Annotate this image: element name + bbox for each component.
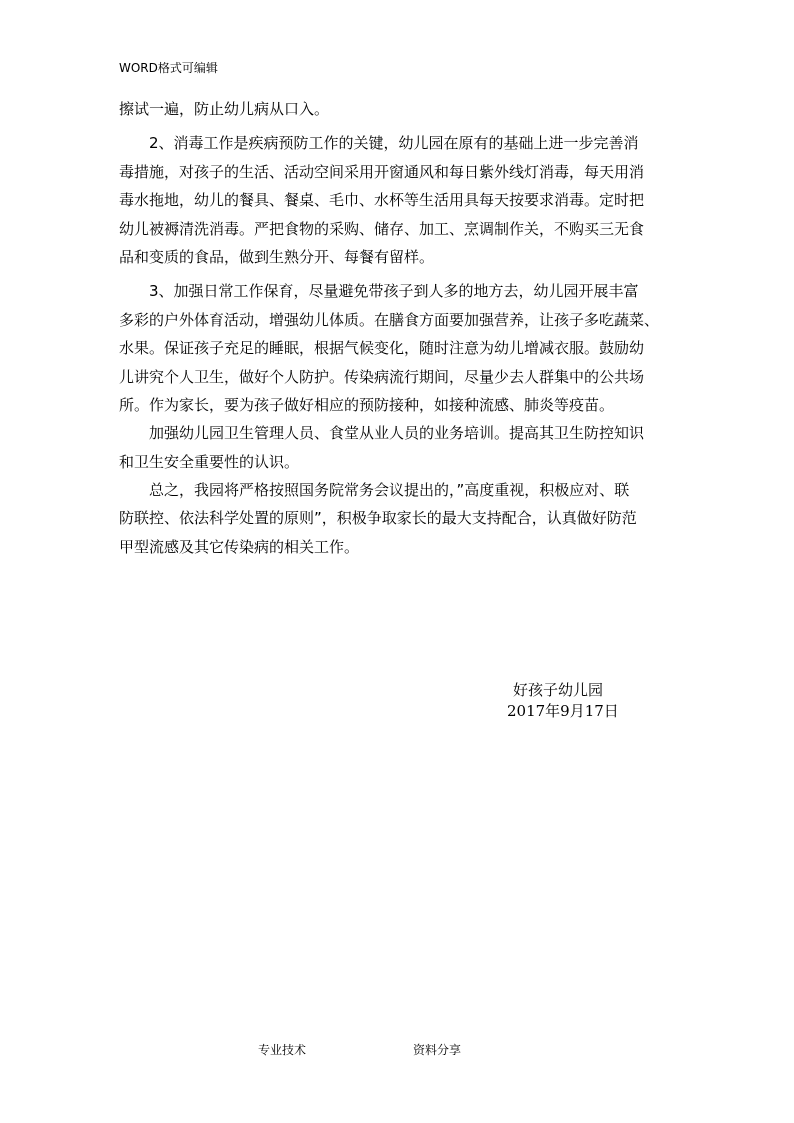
body-line: 毒措施，对孩子的生活、活动空间采用开窗通风和每日紫外线灯消毒，每天用消 [119, 162, 645, 181]
body-line: 加强幼儿园卫生管理人员、食堂从业人员的业务培训。提高其卫生防控知识 [119, 424, 645, 443]
body-line: 擦试一遍，防止幼儿病从口入。 [119, 100, 330, 118]
footer-left: 专业技术 [258, 1043, 307, 1057]
body-line: 3、加强日常工作保育，尽量避免带孩子到人多的地方去，幼儿园开展丰富 [119, 282, 639, 301]
body-line: 幼儿被褥清洗消毒。严把食物的采购、储存、加工、烹调制作关，不购买三无食 [119, 219, 645, 238]
footer-right: 资料分享 [413, 1043, 462, 1057]
body-line: 甲型流感及其它传染病的相关工作。 [119, 537, 360, 556]
body-line: 品和变质的食品，做到生熟分开、每餐有留样。 [119, 247, 435, 266]
body-line: 多彩的户外体育活动，增强幼儿体质。在膳食方面要加强营养，让孩子多吃蔬菜、 [119, 310, 660, 329]
body-line: 毒水拖地，幼儿的餐具、餐桌、毛巾、水杯等生活用具每天按要求消毒。定时把 [119, 191, 645, 210]
document-body [119, 95, 679, 561]
signature-date: 2017年9月17日 [507, 702, 619, 720]
body-line: 总之，我园将严格按照国务院常务会议提出的，”高度重视，积极应对、联 [119, 481, 630, 500]
body-line: 2、消毒工作是疾病预防工作的关键，幼儿园在原有的基础上进一步完善消 [119, 134, 639, 153]
signature-organization: 好孩子幼儿园 [513, 681, 604, 699]
body-line: 儿讲究个人卫生，做好个人防护。传染病流行期间，尽量少去人群集中的公共场 [119, 367, 645, 386]
body-line: 防联控、依法科学处置的原则”，积极争取家长的最大支持配合，认真做好防范 [119, 509, 637, 528]
page-header: WORD格式可编辑 [119, 61, 218, 75]
body-line: 所。作为家长，要为孩子做好相应的预防接种，如接种流感、肺炎等疫苗。 [119, 395, 615, 414]
body-line: 水果。保证孩子充足的睡眠，根据气候变化，随时注意为幼儿增减衣服。鼓励幼 [119, 339, 645, 358]
body-line: 和卫生安全重要性的认识。 [119, 452, 300, 471]
